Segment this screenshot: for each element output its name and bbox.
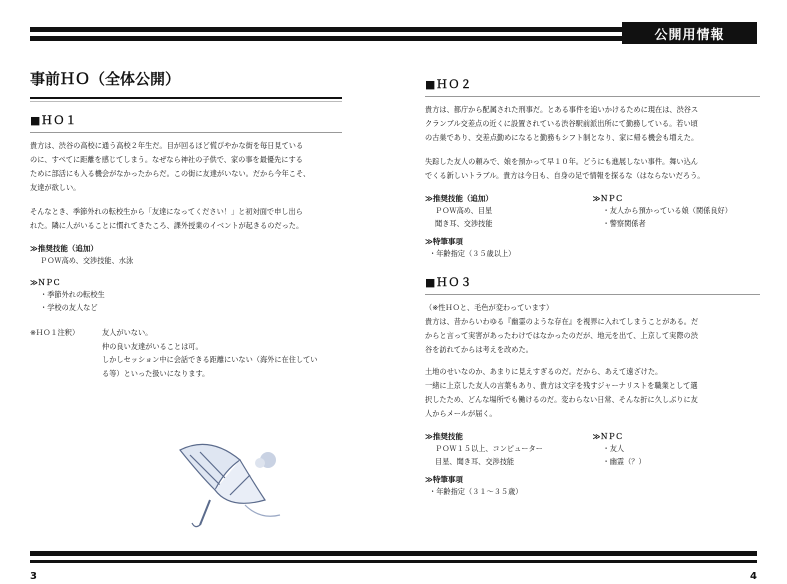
- broken-umbrella-illustration: [170, 430, 295, 530]
- ho3-special-item: ・年齢指定（３１～３５歳）: [429, 487, 523, 496]
- text-line: ために部活にも入る機会がなかったからだ。この街に友達がいない。だから今年こそ、: [30, 169, 311, 178]
- ho3-npc-block: [593, 421, 761, 468]
- title-rule: [30, 97, 342, 99]
- ho3-paragraph-1: [425, 301, 760, 357]
- text-line: 谷を訪れてからは考えを改めた。: [425, 345, 533, 354]
- text-line: 貴方は、都庁から配属された刑事だ。とある事件を追いかけるために現在は、渋谷ス: [425, 105, 699, 114]
- ho3-details: [425, 421, 760, 468]
- ho3-npc-item: ・幽霊（？）: [602, 457, 646, 466]
- ho2-skills-block: [425, 183, 593, 230]
- text-line: 貴方は、昔からいわゆる『幽霊のような存在』を視界に入れてしまうことがある。だ: [425, 317, 699, 326]
- text-line: でくる新しいトラブル。貴方は今日も、自身の足で情報を探るな（はならないだろう。: [425, 171, 705, 180]
- text-line: 人からメールが届く。: [425, 409, 497, 418]
- text-line: る等）といった扱いになります。: [102, 368, 210, 378]
- text-line: そんなとき、季節外れの転校生から「友達になってください！」と初対面で申し出ら: [30, 207, 303, 216]
- ho2-skill-item: 聞き耳、交渉技能: [435, 219, 493, 228]
- ho3-skills-block: [425, 421, 593, 468]
- text-line: 択したため、どんな場所でも働けるのだ。変わらない日常、そんな折に久しぶりに友: [425, 395, 698, 404]
- text-line: 土地のせいなのか、あまりに見えすぎるのだ。だから、あえて遠ざけた。: [425, 367, 663, 376]
- ho2-paragraph-1: [425, 103, 760, 145]
- text-line: 失踪した友人の頼みで、娘を預かって早１０年。どうにも進展しない事件。舞い込ん: [425, 157, 698, 166]
- header-tab: 公開用情報: [622, 22, 757, 44]
- ho1-title: ■ＨＯ１: [30, 114, 78, 127]
- footer-rule-thin: [30, 560, 757, 563]
- ho2-details: [425, 183, 760, 230]
- ho2-title: ■ＨＯ２: [425, 78, 473, 91]
- ho2-rule: [425, 96, 760, 97]
- text-line: 友達が欲しい。: [30, 183, 81, 192]
- title-rule-thin: [30, 101, 342, 102]
- ho2-npc-heading: ≫ＮＰＣ: [592, 194, 623, 203]
- ho1-skills-heading: ≫推奨技能（追加）: [30, 244, 98, 253]
- ho2-npc-item: ・友人から預かっている娘（関係良好）: [602, 206, 732, 215]
- ho3-skill-item: ＰＯＷ１５以上、コンピューター: [435, 444, 543, 453]
- ho1-npc-heading: ≫ＮＰＣ: [30, 278, 61, 287]
- ho1-paragraph-1: [30, 139, 342, 195]
- ho2-special-item: ・年齢指定（３５歳以上）: [429, 249, 516, 258]
- page-number-left: 3: [30, 571, 37, 582]
- ho3-npc-heading: ≫ＮＰＣ: [592, 432, 623, 441]
- text-line: の古巣であり、交差点勤めになると勤務もシフト制となり、家に帰る機会も増えた。: [425, 133, 699, 142]
- ho1-skill-item: ＰＯＷ高め、交渉技能、水泳: [40, 256, 134, 265]
- ho3-special-heading: ≫特筆事項: [425, 475, 463, 484]
- ho3-npc-item: ・友人: [602, 444, 625, 453]
- left-page: [30, 60, 342, 380]
- page-title: 事前ＨＯ（全体公開）: [30, 70, 181, 88]
- text-line: 一緒に上京した友人の言葉もあり、貴方は文字を残すジャーナリストを職業として選: [425, 381, 698, 390]
- footer-rule-thick: [30, 551, 757, 556]
- ho2-skill-item: ＰＯＷ高め、目星: [435, 206, 493, 215]
- ho3-paragraph-2: [425, 365, 760, 421]
- ho1-note: [30, 326, 342, 380]
- text-line: （※性ＨＯと、毛色が変わっています）: [425, 303, 554, 312]
- ho1-npc-item: ・季節外れの転校生: [40, 290, 105, 299]
- right-page: [425, 72, 760, 498]
- text-line: 友人がいない。: [102, 328, 153, 337]
- ho2-npc-block: [593, 183, 761, 230]
- text-line: クランブル交差点の近くに設置されている渋谷駅前派出所にて勤務している。若い頃: [425, 119, 698, 128]
- ho2-paragraph-2: [425, 155, 760, 183]
- text-line: 仲の良い友達がいることは可。: [102, 341, 203, 351]
- text-line: れた。隣に人がいることに慣れてきたころ、課外授業のイベントが起きるのだった。: [30, 221, 304, 230]
- ho3-title: ■ＨＯ３: [425, 276, 473, 289]
- header-rule-thin: [30, 36, 630, 41]
- text-line: のに、すべてに距離を感じてしまう。なぜなら神社の子供で、家の事を最優先にする: [30, 155, 303, 164]
- ho2-skills-heading: ≫推奨技能（追加）: [425, 194, 493, 203]
- text-line: 貴方は、渋谷の高校に通う高校２年生だ。目が回るほど慌ぴやかな街を毎日見ている: [30, 141, 304, 150]
- ho2-npc-item: ・警察関係者: [602, 219, 646, 228]
- ho2-special-heading: ≫特筆事項: [425, 237, 463, 246]
- ho1-paragraph-2: [30, 205, 342, 233]
- ho1-note-body: [102, 326, 317, 380]
- ho1-npc-item: ・学校の友人など: [40, 303, 98, 312]
- ho3-rule: [425, 294, 760, 295]
- text-line: からと言って実害があったわけではなかったのだが、地元を出て、上京して実際の渋: [425, 331, 698, 340]
- ho1-rule: [30, 132, 342, 133]
- text-line: しかしセッション中に会話できる距離にいない（海外に在住してい: [102, 355, 318, 364]
- ho3-skill-item: 目星、聞き耳、交渉技能: [435, 457, 515, 466]
- ho1-note-label: ※ＨＯ１注釈）: [30, 328, 80, 337]
- page-number-right: 4: [750, 571, 757, 582]
- ho3-skills-heading: ≫推奨技能: [425, 432, 463, 441]
